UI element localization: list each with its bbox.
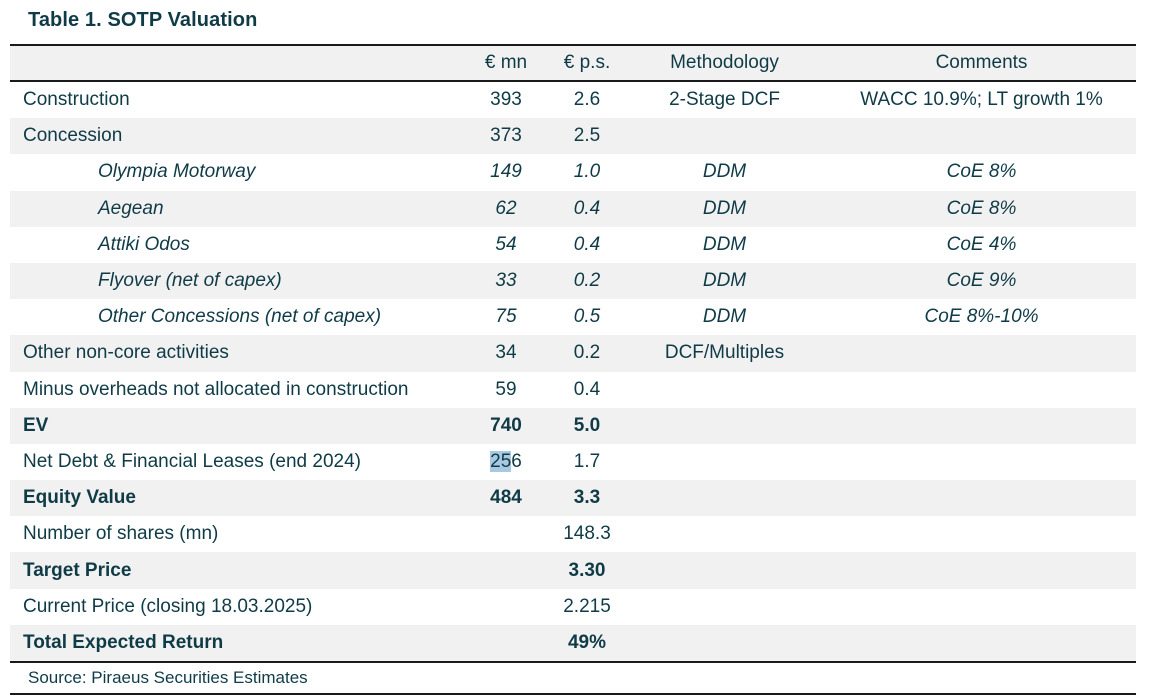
cell-methodology: DDM [702,270,747,292]
table-row [10,227,1136,263]
cell-comments: CoE 4% [946,233,1017,255]
header-eur-ps: € p.s. [563,52,611,73]
cell-eur-mn: 34 [495,342,517,364]
table-row [10,263,1136,299]
cell-eur-ps: 148.3 [563,523,611,545]
table-row [10,154,1136,190]
cell-eur-mn: 740 [490,414,522,436]
cell-label: EV [23,414,49,436]
table-row [10,444,1136,480]
cell-eur-ps: 3.3 [573,487,601,509]
cell-eur-ps: 49% [567,631,607,653]
header-eur-mn: € mn [484,52,528,73]
cell-comments: CoE 9% [946,270,1017,292]
cell-label: Number of shares (mn) [23,523,219,545]
table-row [10,335,1136,371]
cell-label: Aegean [98,197,164,219]
table-row [10,372,1136,408]
header-comments: Comments [935,52,1028,73]
cell-methodology: DDM [702,161,747,183]
cell-comments: CoE 8% [946,197,1017,219]
table-row [10,299,1136,335]
table-row [10,408,1136,444]
cell-label: Olympia Motorway [98,161,256,183]
cell-methodology: DDM [702,233,747,255]
cell-eur-ps: 5.0 [573,414,601,436]
cell-label: Other Concessions (net of capex) [98,306,382,328]
cell-methodology: 2-Stage DCF [669,89,780,111]
cell-eur-mn: 149 [490,161,522,183]
cell-eur-ps: 2.5 [573,125,601,147]
table-row [10,82,1136,118]
table-row [10,552,1136,588]
table-row [10,516,1136,552]
cell-label: Concession [23,125,123,147]
cell-eur-mn: 393 [490,89,522,111]
cell-eur-ps: 1.0 [573,161,601,183]
cell-label: Total Expected Return [23,631,224,653]
source-note: Source: Piraeus Securities Estimates [10,663,1136,695]
cell-eur-ps: 0.2 [573,270,601,292]
cell-comments: WACC 10.9%; LT growth 1% [860,89,1103,111]
table-body [10,82,1136,661]
cell-eur-ps: 1.7 [573,450,601,472]
cell-eur-mn: 59 [495,378,517,400]
cell-eur-ps: 0.5 [573,306,601,328]
header-methodology: Methodology [670,52,779,73]
cell-eur-mn: 33 [495,270,517,292]
selected-text: 25 [490,450,512,472]
cell-eur-ps: 0.2 [573,342,601,364]
cell-label: Flyover (net of capex) [98,270,282,292]
cell-eur-ps: 3.30 [568,559,606,581]
cell-eur-ps: 0.4 [573,233,601,255]
table-row [10,118,1136,154]
cell-eur-ps: 2.215 [563,595,611,617]
cell-comments: CoE 8%-10% [924,306,1039,328]
cell-eur-mn: 373 [490,125,522,147]
cell-eur-mn: 62 [495,197,517,219]
cell-eur-ps: 0.4 [573,197,601,219]
cell-eur-ps: 2.6 [573,89,601,111]
cell-methodology: DDM [702,306,747,328]
cell-comments: CoE 8% [946,161,1017,183]
cell-label: Net Debt & Financial Leases (end 2024) [23,450,361,472]
cell-methodology: DDM [702,197,747,219]
table-title: Table 1. SOTP Valuation [28,9,258,31]
cell-eur-mn: 54 [495,233,517,255]
cell-label: Equity Value [23,487,136,509]
table-row [10,191,1136,227]
cell-eur-mn: 484 [490,487,522,509]
cell-label: Attiki Odos [98,233,190,255]
cell-methodology: DCF/Multiples [664,342,785,364]
cell-label: Construction [23,89,130,111]
cell-eur-mn: 256 [490,450,522,472]
table-row [10,589,1136,625]
table-header-row [10,46,1136,82]
cell-label: Current Price (closing 18.03.2025) [23,595,313,617]
table-row [10,480,1136,516]
cell-label: Target Price [23,559,132,581]
cell-eur-mn: 75 [495,306,517,328]
table-row [10,625,1136,661]
cell-eur-ps: 0.4 [573,378,601,400]
cell-label: Other non-core activities [23,342,229,364]
cell-label: Minus overheads not allocated in construction [23,378,409,400]
sotp-table [10,44,1136,663]
